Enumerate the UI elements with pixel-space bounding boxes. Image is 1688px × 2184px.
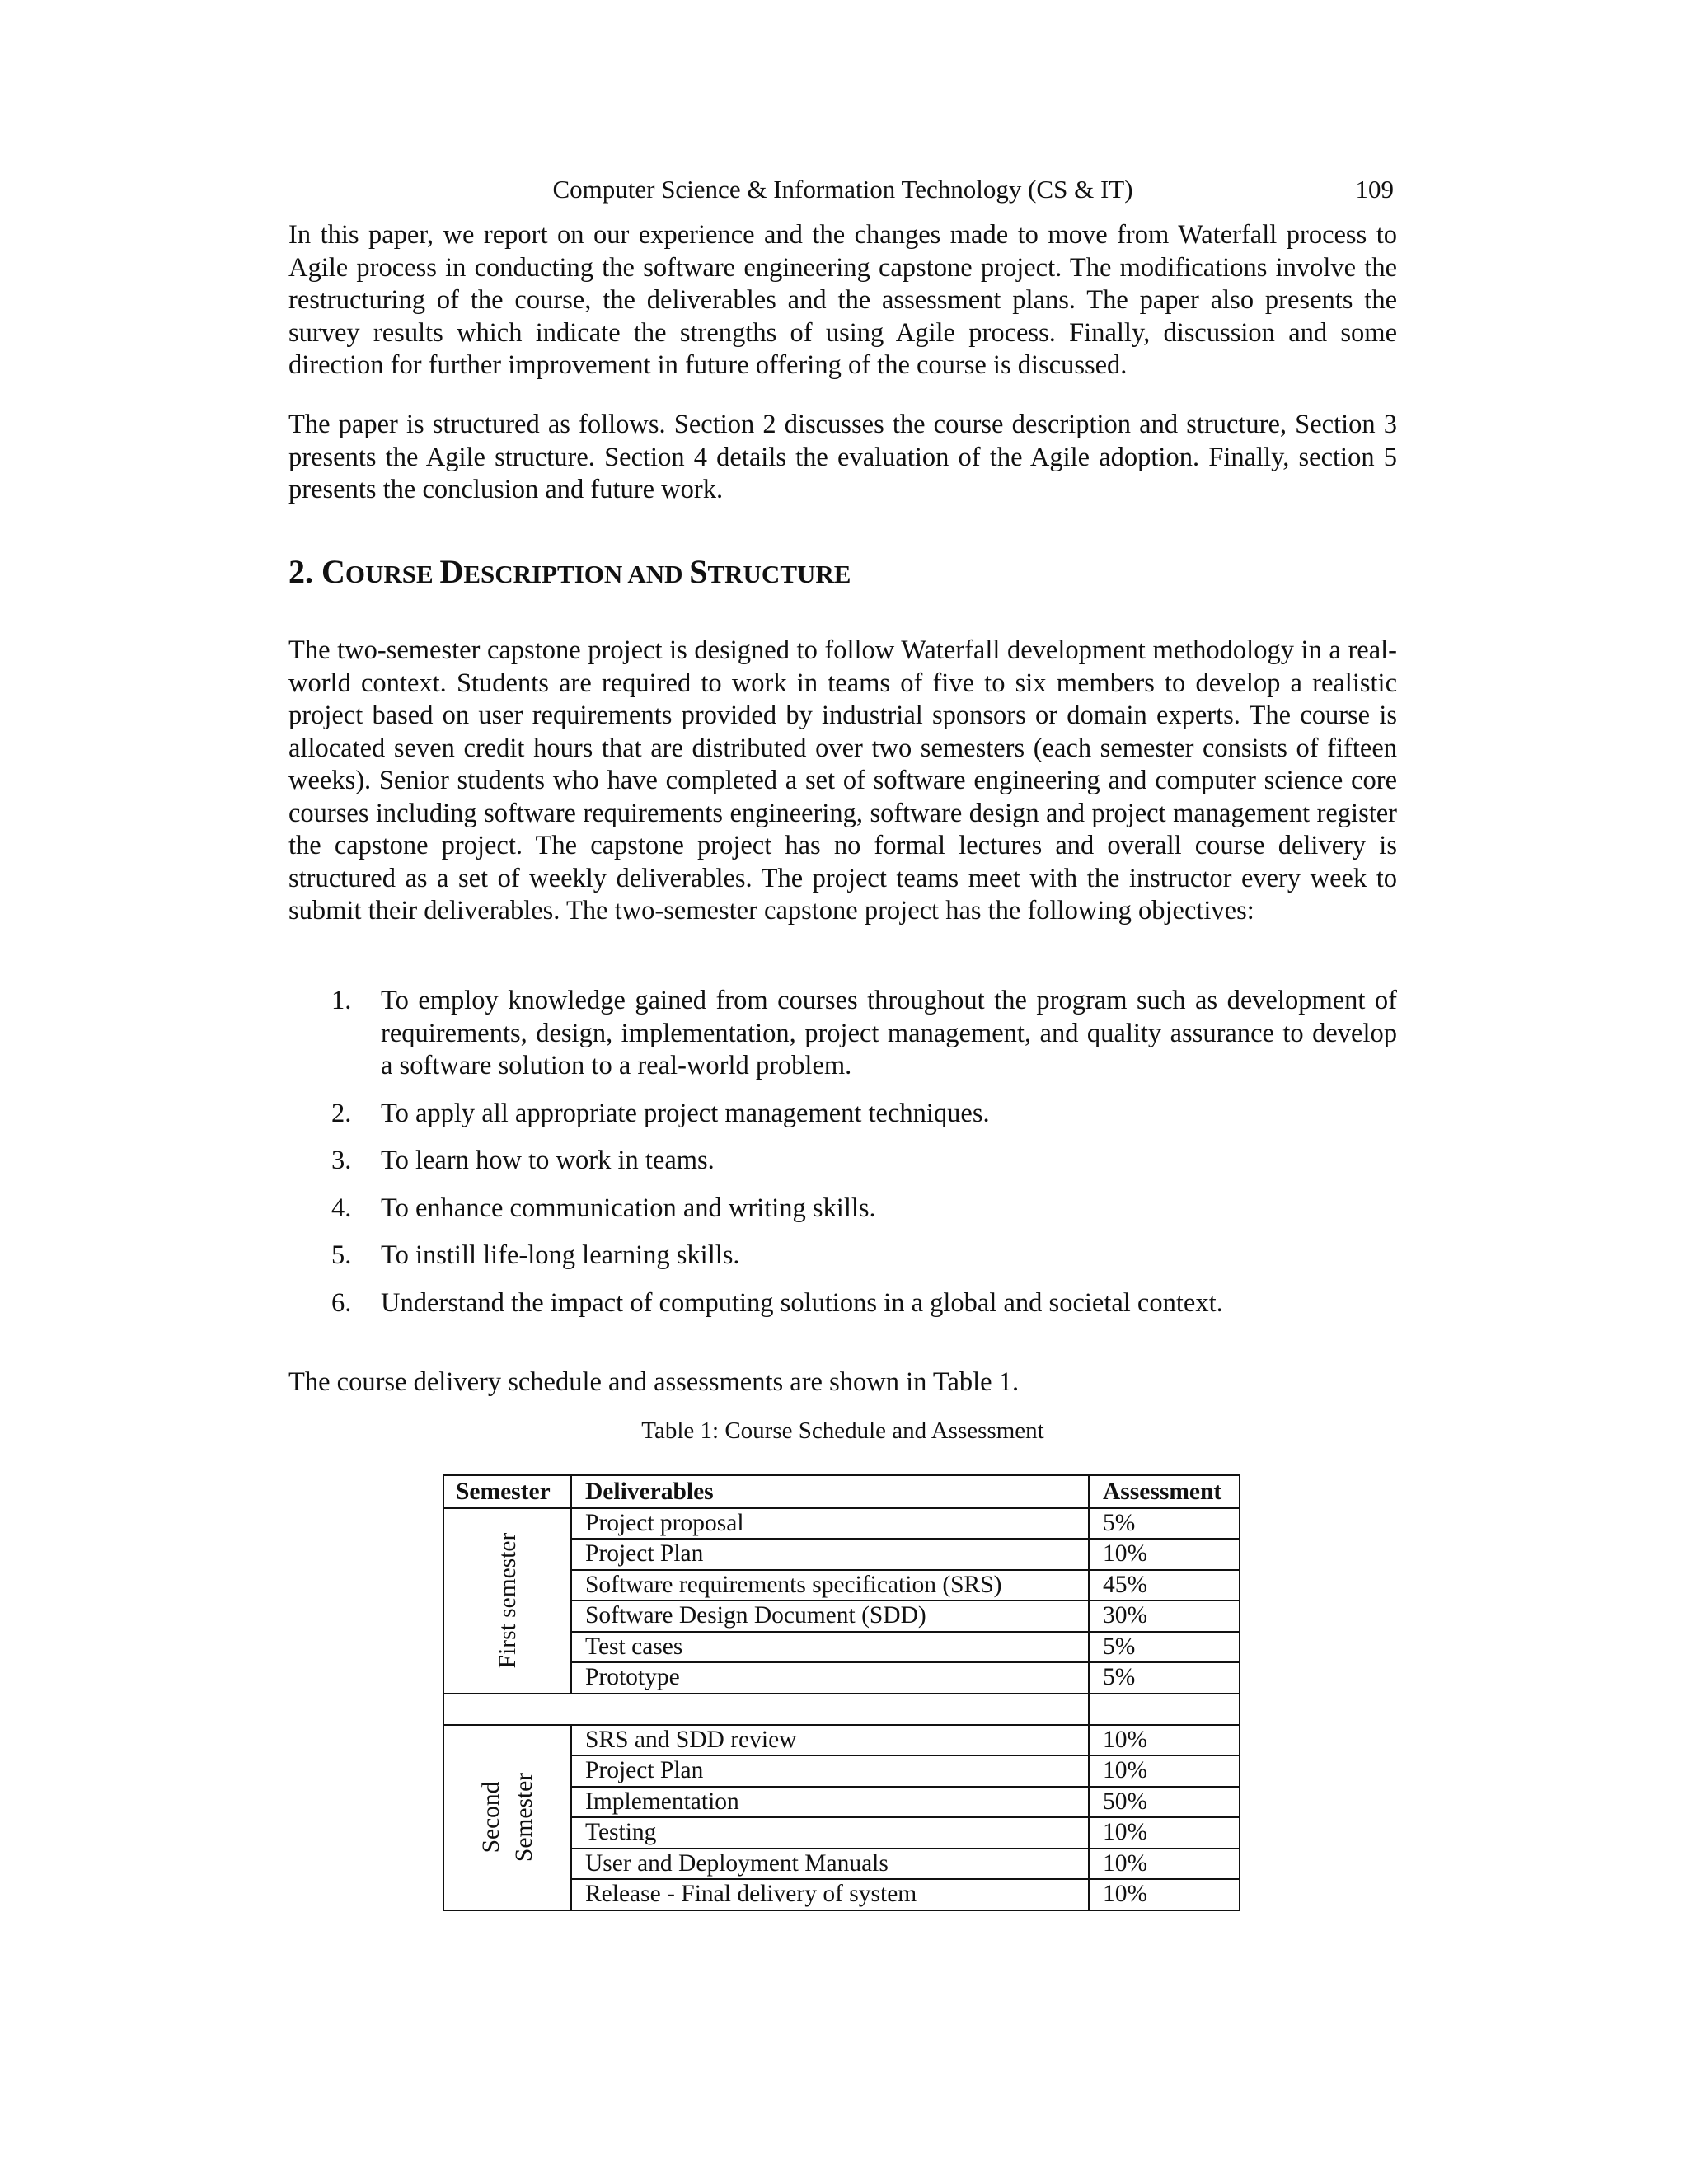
heading-part: D	[439, 553, 464, 590]
list-item-number: 3.	[331, 1146, 352, 1175]
list-item	[288, 1193, 1397, 1226]
intro-paragraph: In this paper, we report on our experience and the changes made to move from Waterfall process to Agile process in conducting the software engineering capstone project. The modifications involve the restructuring of the course, the deliverables and the assessment plans. The paper also presents the survey results which indicate the strengths of using Agile process. Finally, discussion and some direction for further improvement in future offering of the course is discussed.	[288, 220, 1397, 380]
list-item-text: To learn how to work in teams.	[381, 1146, 715, 1175]
assessment-cell: 10%	[1089, 1755, 1240, 1787]
table-spacer-row	[443, 1694, 1240, 1725]
spacer-cell	[1089, 1694, 1240, 1725]
header-semester: Semester	[443, 1475, 571, 1508]
assessment-cell: 30%	[1089, 1601, 1240, 1632]
list-item-text: To apply all appropriate project management techniques.	[381, 1098, 990, 1128]
course-schedule-table	[443, 1474, 1240, 1911]
deliverable-cell: Test cases	[571, 1632, 1089, 1663]
semester-label	[475, 1773, 541, 1862]
running-header	[288, 171, 1397, 208]
deliverable-cell: Software requirements specification (SRS)	[571, 1570, 1089, 1601]
assessment-cell: 5%	[1089, 1662, 1240, 1694]
assessment-cell: 5%	[1089, 1508, 1240, 1540]
deliverable-cell: Project proposal	[571, 1508, 1089, 1540]
list-item-text: To employ knowledge gained from courses throughout the program such as development of requirements, design, implementation, project management, and quality assurance to develop a software solution to a real-world problem.	[381, 986, 1397, 1080]
list-item-number: 2.	[331, 1098, 352, 1128]
deliverable-cell: SRS and SDD review	[571, 1725, 1089, 1756]
semester-label-cell	[443, 1508, 571, 1694]
list-item	[288, 1240, 1397, 1272]
heading-part: OURSE	[345, 560, 440, 588]
list-item-number: 4.	[331, 1193, 352, 1223]
list-item-text: To instill life-long learning skills.	[381, 1240, 740, 1270]
list-item-number: 5.	[331, 1240, 352, 1270]
semester-label-line: First semester	[494, 1532, 521, 1669]
list-item-number: 6.	[331, 1287, 352, 1318]
structure-paragraph: The paper is structured as follows. Section 2 discusses the course description and structure, Section 3 presents the Agile structure. Section 4 details the evaluation of the Agile adoption. Finally, section 5 presents the conclusion and future work.	[288, 410, 1397, 504]
deliverable-cell: Testing	[571, 1817, 1089, 1849]
table-row	[443, 1508, 1240, 1540]
assessment-cell: 5%	[1089, 1632, 1240, 1663]
semester-label-line: Semester	[510, 1772, 537, 1863]
deliverable-cell: Project Plan	[571, 1755, 1089, 1787]
assessment-cell: 50%	[1089, 1787, 1240, 1818]
list-item	[288, 985, 1397, 1083]
objectives-list	[288, 985, 1397, 1334]
table-header-row	[443, 1475, 1240, 1508]
deliverable-cell: Software Design Document (SDD)	[571, 1601, 1089, 1632]
deliverable-cell: Project Plan	[571, 1539, 1089, 1570]
schedule-paragraph: The course delivery schedule and assessments are shown in Table 1.	[288, 1367, 1020, 1397]
course-paragraph: The two-semester capstone project is designed to follow Waterfall development methodology in a real-world context. Students are required to work in teams of five to six members to develop a realistic project based on user requirements provided by industrial sponsors or domain experts. The course is allocated seven credit hours that are distributed over two semesters (each semester consists of fifteen weeks). Senior students who have completed a set of software engineering and computer science core courses including software requirements engineering, software design and project management register the capstone project. The capstone project has no formal lectures and overall course delivery is structured as a set of weekly deliverables. The project teams meet with the instructor every week to submit their deliverables. The two-semester capstone project has the following objectives:	[288, 635, 1397, 926]
assessment-cell: 10%	[1089, 1817, 1240, 1849]
deliverable-cell: Prototype	[571, 1662, 1089, 1694]
semester-label-cell	[443, 1725, 571, 1910]
list-item-text: To enhance communication and writing skills.	[381, 1193, 876, 1223]
table-caption: Table 1: Course Schedule and Assessment	[641, 1418, 1044, 1444]
assessment-cell: 45%	[1089, 1570, 1240, 1601]
heading-part: TRUCTURE	[707, 560, 851, 588]
heading-part: ESCRIPTION AND	[463, 560, 690, 588]
list-item	[288, 1098, 1397, 1131]
assessment-cell: 10%	[1089, 1849, 1240, 1880]
list-item	[288, 1287, 1397, 1320]
heading-part: C	[321, 553, 345, 590]
list-item-text: Understand the impact of computing solutions in a global and societal context.	[381, 1287, 1223, 1318]
spacer-cell	[443, 1694, 1089, 1725]
list-item-number: 1.	[331, 986, 352, 1015]
table-row	[443, 1725, 1240, 1756]
deliverable-cell: User and Deployment Manuals	[571, 1849, 1089, 1880]
running-title: Computer Science & Information Technology (CS & IT)	[552, 175, 1133, 204]
semester-label	[491, 1533, 524, 1669]
section-heading	[288, 551, 851, 596]
assessment-cell: 10%	[1089, 1879, 1240, 1910]
header-deliverables: Deliverables	[571, 1475, 1089, 1508]
deliverable-cell: Implementation	[571, 1787, 1089, 1818]
heading-part: S	[689, 553, 708, 590]
deliverable-cell: Release - Final delivery of system	[571, 1879, 1089, 1910]
assessment-cell: 10%	[1089, 1539, 1240, 1570]
list-item	[288, 1145, 1397, 1178]
semester-label-line: Second	[477, 1781, 504, 1854]
section-number: 2.	[288, 553, 321, 590]
assessment-cell: 10%	[1089, 1725, 1240, 1756]
header-assessment: Assessment	[1089, 1475, 1240, 1508]
page-number: 109	[1355, 175, 1394, 204]
